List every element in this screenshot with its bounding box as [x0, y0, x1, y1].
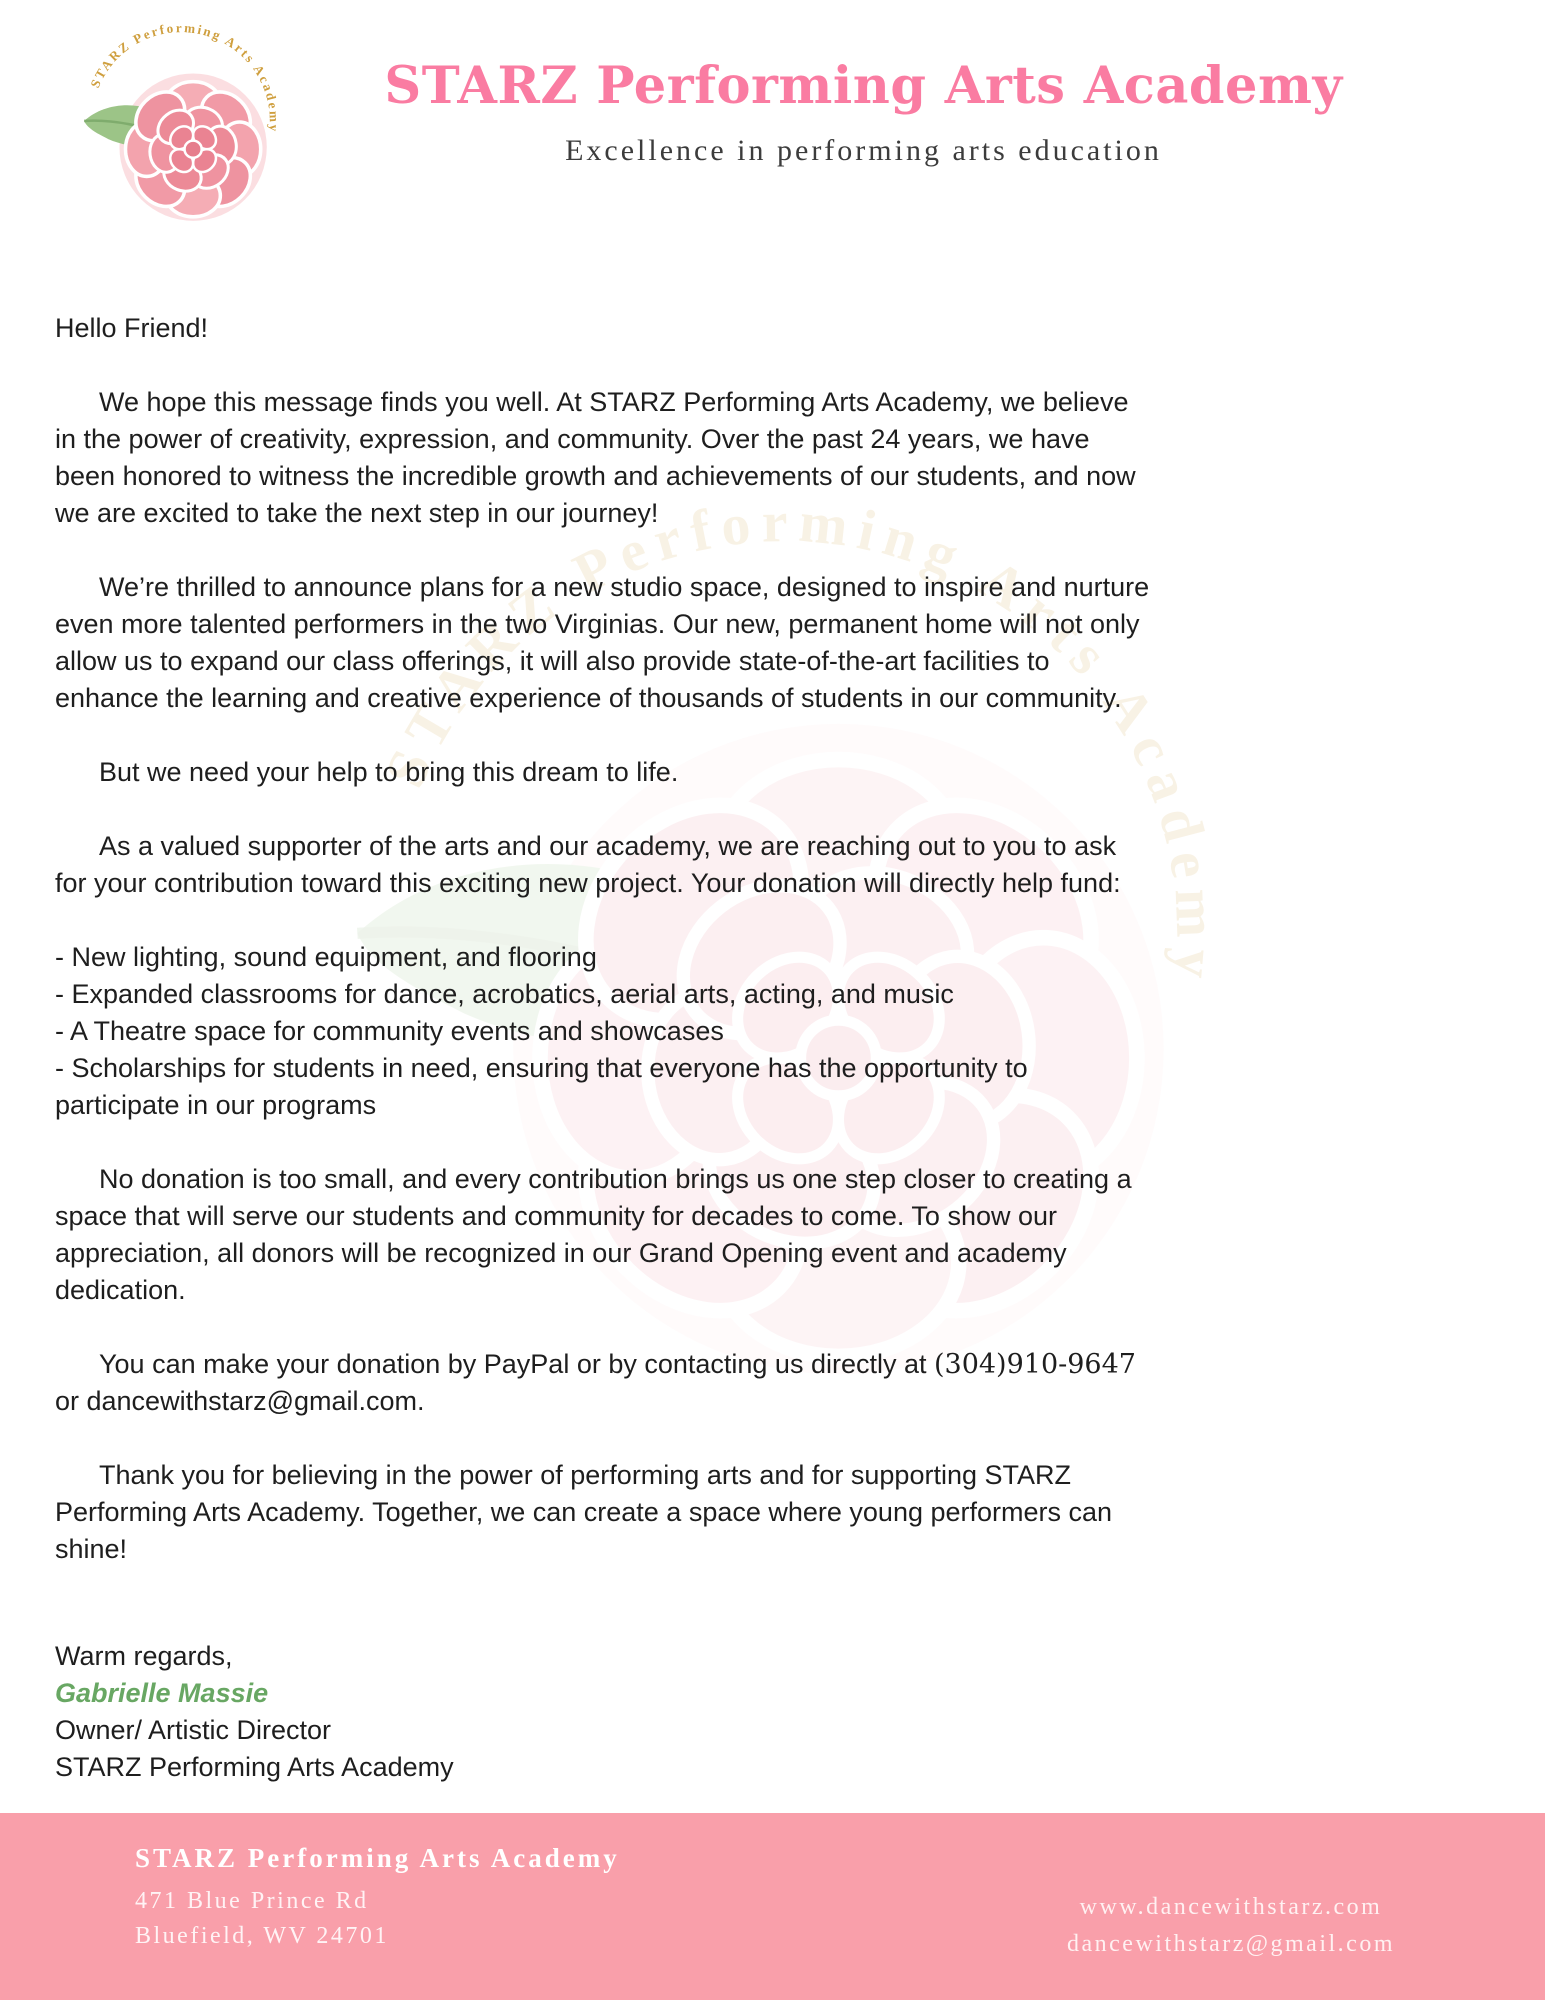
page-subtitle: Excellence in performing arts education — [565, 134, 1162, 167]
donation-list — [55, 939, 1155, 1124]
signature-organization: STARZ Performing Arts Academy — [55, 1752, 454, 1782]
paragraph-contact — [55, 1346, 1155, 1420]
footer — [0, 1813, 1545, 2000]
signature-block — [55, 1638, 1155, 1786]
list-item: - Scholarships for students in need, ensuring that everyone has the opportunity to participate in our programs — [55, 1053, 1028, 1120]
list-item: - Expanded classrooms for dance, acrobatics, aerial arts, acting, and music — [55, 979, 954, 1009]
contact-post-text: or dancewithstarz@gmail.com. — [55, 1386, 425, 1416]
paragraph-thanks: Thank you for believing in the power of performing arts and for supporting STARZ Performing Arts Academy. Together, we can create a space where young performers can shine! — [55, 1460, 1113, 1564]
paragraph-ask: As a valued supporter of the arts and our academy, we are reaching out to you to ask for your contribution toward this exciting new project. Your donation will directly help fund: — [55, 831, 1121, 898]
footer-org-name: STARZ Performing Arts Academy — [135, 1843, 620, 1873]
paragraph-need-help: But we need your help to bring this dream to life. — [99, 757, 679, 787]
list-item: - A Theatre space for community events and showcases — [55, 1016, 724, 1046]
signature-closing: Warm regards, — [55, 1641, 233, 1671]
footer-website: www.dancewithstarz.com — [1079, 1894, 1383, 1920]
list-item: - New lighting, sound equipment, and flooring — [55, 942, 597, 972]
paragraph-no-donation-too-small: No donation is too small, and every contribution brings us one step closer to creating a space that will serve our students and community for decades to come. To show our appreciation, all donors will be recognized in our Grand Opening event and academy dedication. — [55, 1164, 1132, 1305]
footer-address-block — [135, 1843, 1067, 2000]
header — [0, 0, 1545, 230]
salutation: Hello Friend! — [55, 313, 209, 343]
footer-address-line2: Bluefield, WV 24701 — [135, 1923, 389, 1949]
phone-number: (304)910-9647 — [933, 1349, 1136, 1380]
rose-logo-icon — [70, 16, 292, 238]
signature-name: Gabrielle Massie — [55, 1678, 269, 1708]
paragraph-announcement: We’re thrilled to announce plans for a new studio space, designed to inspire and nurture even more talented performers in the two Virginias. Our new, permanent home will not only allow us to expand our class offerings, it will also provide state-of-the-art facilities to enhance the learning and creative experience of thousands of students in our community. — [55, 572, 1150, 713]
letter-body — [55, 310, 1155, 1786]
signature-role: Owner/ Artistic Director — [55, 1715, 332, 1745]
footer-address-line1: 471 Blue Prince Rd — [135, 1888, 369, 1914]
footer-email: dancewithstarz@gmail.com — [1066, 1931, 1395, 1957]
header-text — [292, 16, 1545, 168]
page-title: STARZ Performing Arts Academy — [384, 56, 1343, 116]
contact-pre-text: You can make your donation by PayPal or by contacting us directly at — [99, 1349, 934, 1379]
footer-contact-block — [1067, 1889, 1395, 2000]
paragraph-intro: We hope this message finds you well. At STARZ Performing Arts Academy, we believe in the power of creativity, expression, and community. Over the past 24 years, we have been honored to witness the incredible growth and achievements of our students, and now we are excited to take the next step in our journey! — [55, 387, 1136, 528]
